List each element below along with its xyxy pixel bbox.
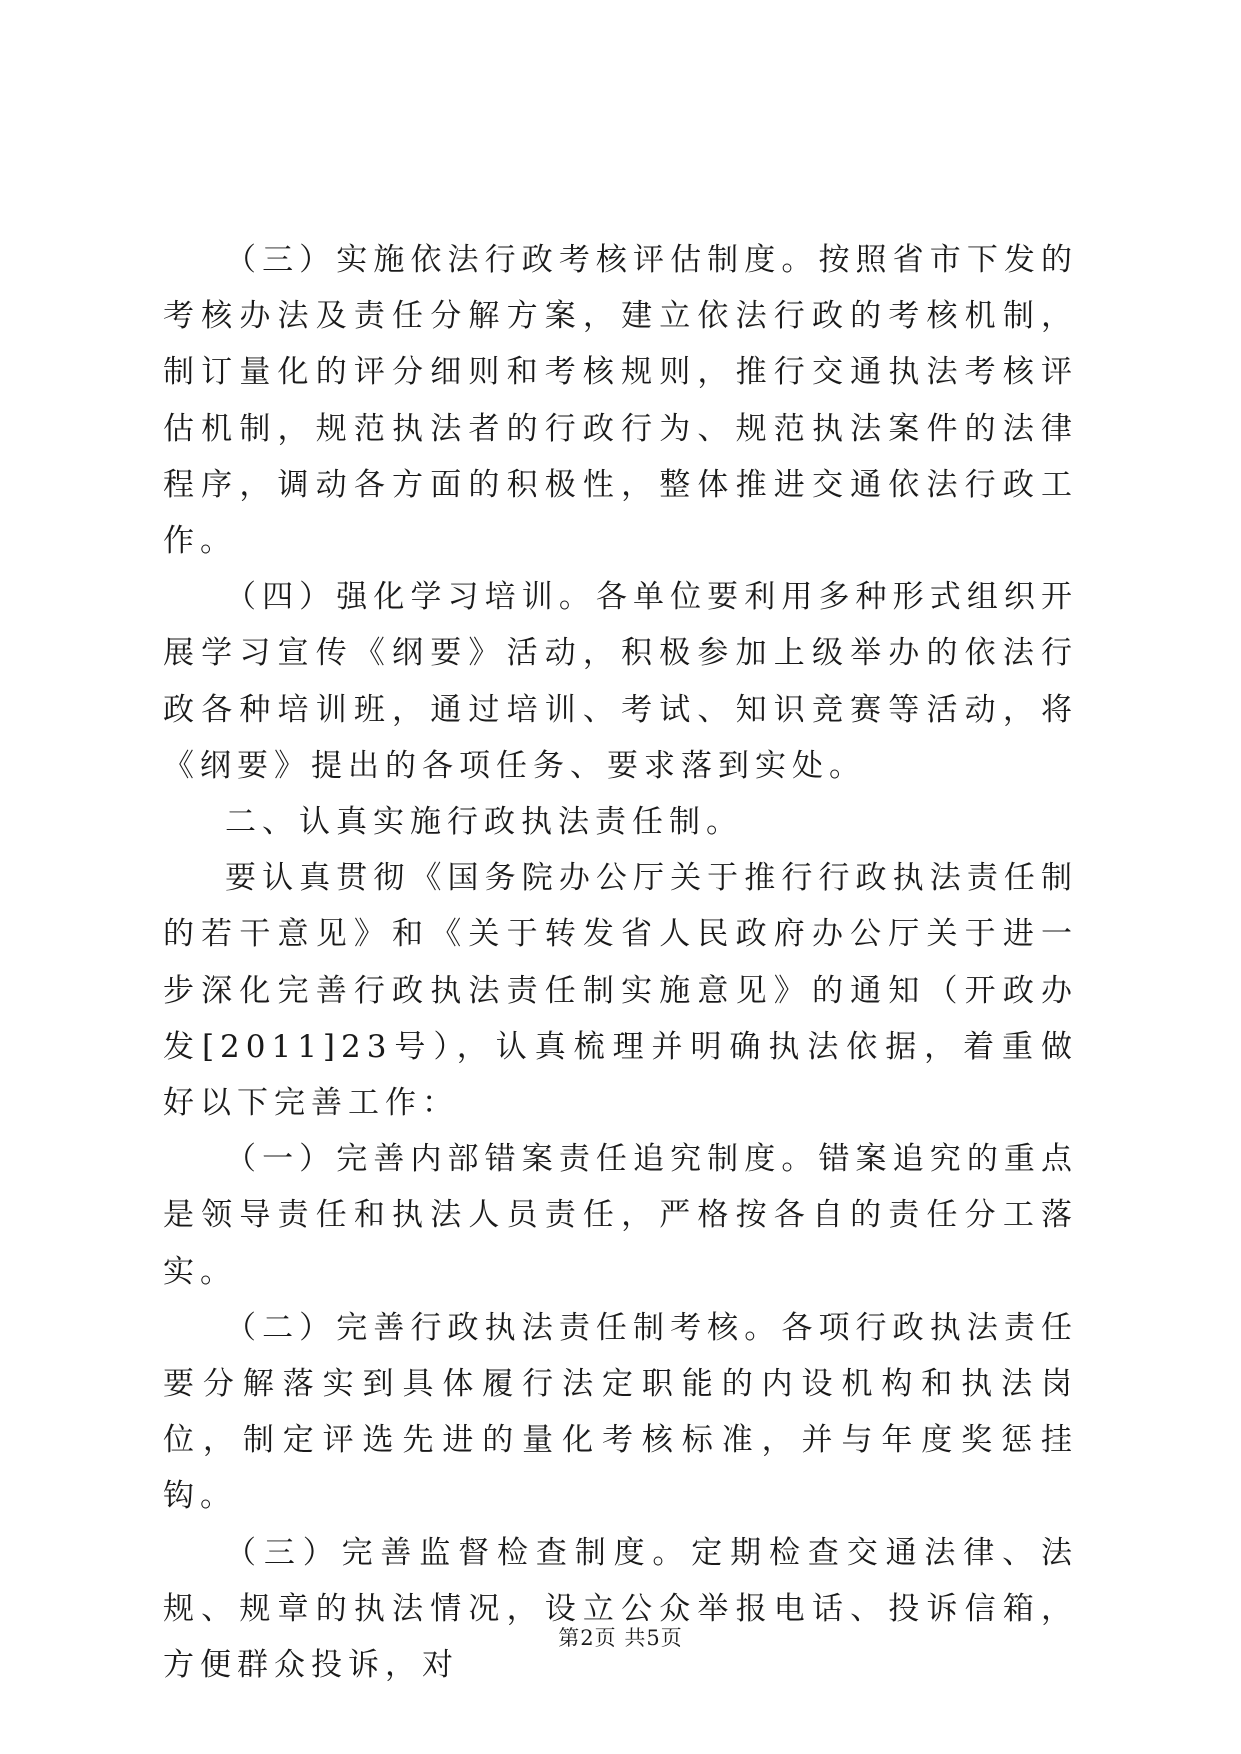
page-number-footer: 第2页 共5页 [558,1626,683,1650]
paragraph-assessment-system: （三）实施依法行政考核评估制度。按照省市下发的考核办法及责任分解方案，建立依法行政的考核机制，制订量化的评分细则和考核规则，推行交通执法考核评估机制，规范执法者的行政行为、规范执法案件的法律程序，调动各方面的积极性，整体推进交通依法行政工作。 [163,242,1078,560]
paragraph-error-accountability: （一）完善内部错案责任追究制度。错案追究的重点是领导责任和执法人员责任，严格按各自的责任分工落实。 [163,1141,1078,1290]
paragraph-training: （四）强化学习培训。各单位要利用多种形式组织开展学习宣传《纲要》活动，积极参加上级举办的依法行政各种培训班，通过培训、考试、知识竞赛等活动，将《纲要》提出的各项任务、要求落到实处。 [163,579,1078,784]
document-body [163,232,1078,1693]
paragraph-responsibility-assessment: （二）完善行政执法责任制考核。各项行政执法责任要分解落实到具体履行法定职能的内设机构和执法岗位，制定评选先进的量化考核标准，并与年度奖惩挂钩。 [163,1309,1078,1515]
paragraph-supervision-inspection: （三）完善监督检查制度。定期检查交通法律、法规、规章的执法情况，设立公众举报电话、投诉信箱，方便群众投诉，对 [163,1534,1078,1684]
paragraph-implementation-requirements: 要认真贯彻《国务院办公厅关于推行行政执法责任制的若干意见》和《关于转发省人民政府办公厅关于进一步深化完善行政执法责任制实施意见》的通知（开政办发[2011]23号），认真梳理并明确执法依据，着重做好以下完善工作： [163,860,1078,1122]
section-heading-enforcement-responsibility: 二、认真实施行政执法责任制。 [225,804,743,841]
